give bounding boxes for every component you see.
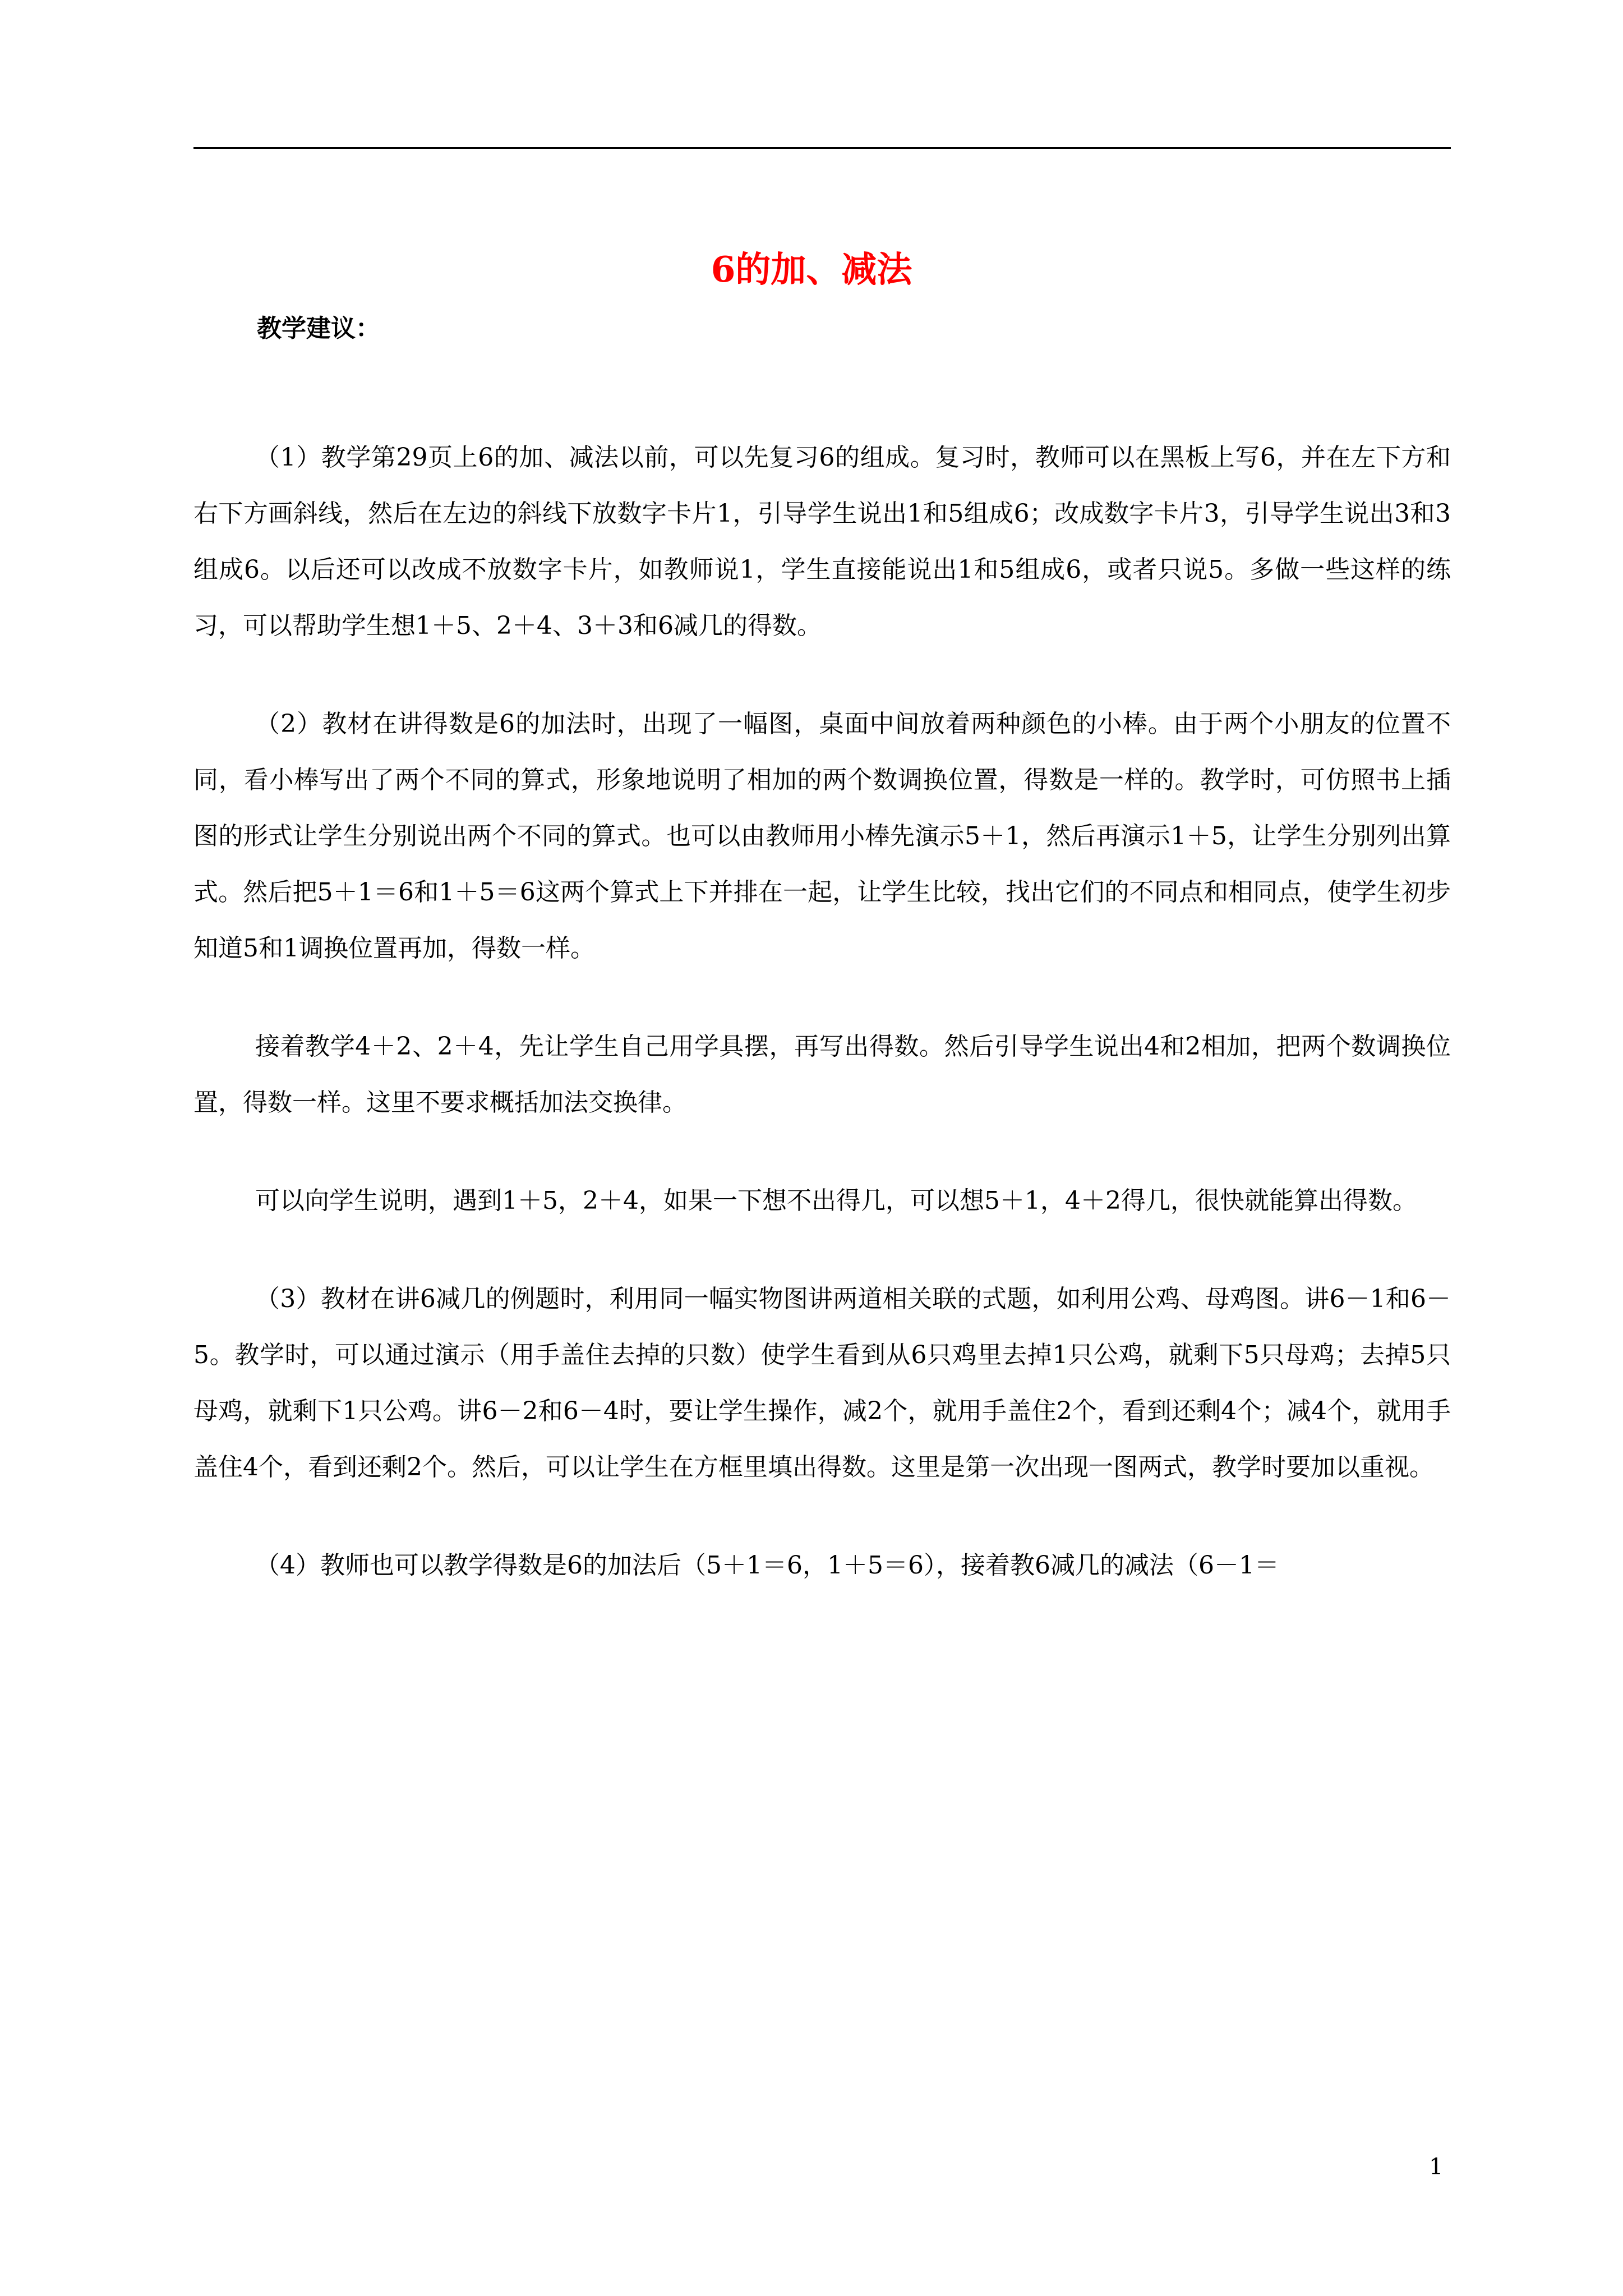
header-rule [193,147,1451,149]
section-label: 教学建议： [257,314,380,343]
page-title: 6的加、减法 [711,249,912,290]
document-body [193,430,1451,1636]
paragraph-5: （3）教材在讲6减几的例题时，利用同一幅实物图讲两道相关联的式题，如利用公鸡、母鸡图。讲6－1和6－5。教学时，可以通过演示（用手盖住去掉的只数）使学生看到从6只鸡里去掉1只公鸡，就剩下5只母鸡；去掉5只母鸡，就剩下1只公鸡。讲6－2和6－4时，要让学生操作，减2个，就用手盖住2个，看到还剩4个；减4个，就用手盖住4个，看到还剩2个。然后，可以让学生在方框里填出得数。这里是第一次出现一图两式，教学时要加以重视。 [193,1285,1451,1481]
paragraph-4: 可以向学生说明，遇到1＋5，2＋4，如果一下想不出得几，可以想5＋1，4＋2得几，很快就能算出得数。 [255,1186,1417,1215]
page-number: 1 [1429,2154,1444,2180]
paragraph-6: （4）教师也可以教学得数是6的加法后（5＋1＝6，1＋5＝6），接着教6减几的减法（6－1＝ [255,1551,1279,1580]
paragraph-1: （1）教学第29页上6的加、减法以前，可以先复习6的组成。复习时，教师可以在黑板上写6，并在左下方和右下方画斜线，然后在左边的斜线下放数字卡片1，引导学生说出1和5组成6；改成数字卡片3，引导学生说出3和3组成6。以后还可以改成不放数字卡片，如教师说1，学生直接能说出1和5组成6，或者只说5。多做一些这样的练习，可以帮助学生想1＋5、2＋4、3＋3和6减几的得数。 [193,443,1451,640]
paragraph-2: （2）教材在讲得数是6的加法时，出现了一幅图，桌面中间放着两种颜色的小棒。由于两个小朋友的位置不同，看小棒写出了两个不同的算式，形象地说明了相加的两个数调换位置，得数是一样的。教学时，可仿照书上插图的形式让学生分别说出两个不同的算式。也可以由教师用小棒先演示5＋1，然后再演示1＋5，让学生分别列出算式。然后把5＋1＝6和1＋5＝6这两个算式上下并排在一起，让学生比较，找出它们的不同点和相同点，使学生初步知道5和1调换位置再加，得数一样。 [193,710,1451,963]
paragraph-3: 接着教学4＋2、2＋4，先让学生自己用学具摆，再写出得数。然后引导学生说出4和2相加，把两个数调换位置，得数一样。这里不要求概括加法交换律。 [193,1032,1451,1117]
